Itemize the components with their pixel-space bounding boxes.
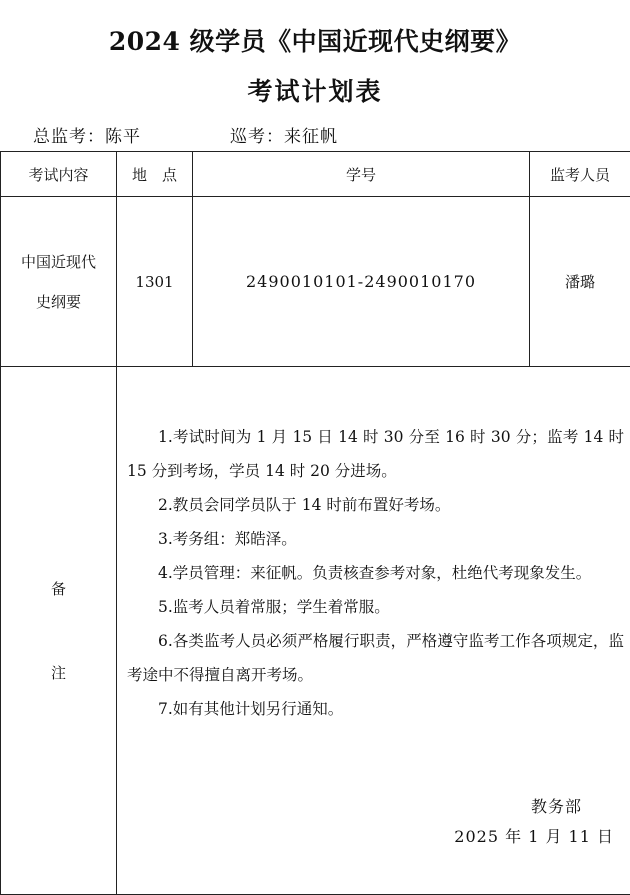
cell-subject [1, 197, 117, 367]
chief-proctor: 总监考：陈平 [33, 127, 141, 147]
notes-list [127, 420, 624, 726]
table-header-row [1, 152, 630, 197]
document-title: 2024 级学员《中国近现代史纲要》 [108, 27, 522, 56]
note-item: 5.监考人员着常服；学生着常服。 [158, 598, 390, 616]
subject-line-2: 史纲要 [35, 292, 81, 311]
note-item: 2.教员会同学员队于 14 时前布置好考场。 [158, 496, 451, 514]
issuer-signature: 教务部 [530, 797, 582, 816]
remarks-label-1: 备 [50, 579, 66, 598]
remarks-label-2: 注 [50, 663, 66, 682]
note-item: 6.各类监考人员必须严格履行职责，严格遵守监考工作各项规定，监考途中不得擅自离开考场。 [127, 632, 624, 684]
cell-location: 1301 [117, 197, 193, 367]
remarks-row [1, 367, 630, 895]
cell-student-ids: 2490010101-2490010170 [193, 197, 530, 367]
exam-plan-table [0, 151, 630, 895]
note-item: 1.考试时间为 1 月 15 日 14 时 30 分至 16 时 30 分；监考 14 时 15 分到考场，学员 14 时 20 分进场。 [127, 428, 624, 480]
note-item: 3.考务组：郑皓泽。 [158, 530, 297, 548]
issue-date: 2025 年 1 月 11 日 [454, 827, 614, 846]
remarks-content [117, 367, 630, 895]
header-proctor: 监考人员 [530, 152, 630, 197]
table-row [1, 197, 630, 367]
cell-proctor: 潘璐 [530, 197, 630, 367]
header-student-id: 学号 [193, 152, 530, 197]
subject-line-1: 中国近现代 [20, 252, 96, 271]
note-item: 4.学员管理：来征帆。负责核查参考对象，杜绝代考现象发生。 [158, 564, 592, 582]
header-location: 地 点 [117, 152, 193, 197]
patrol-proctor: 巡考：来征帆 [230, 127, 338, 147]
note-item: 7.如有其他计划另行通知。 [158, 700, 344, 718]
header-subject: 考试内容 [1, 152, 117, 197]
remarks-label-cell [1, 367, 117, 895]
document-subtitle: 考试计划表 [247, 77, 383, 106]
